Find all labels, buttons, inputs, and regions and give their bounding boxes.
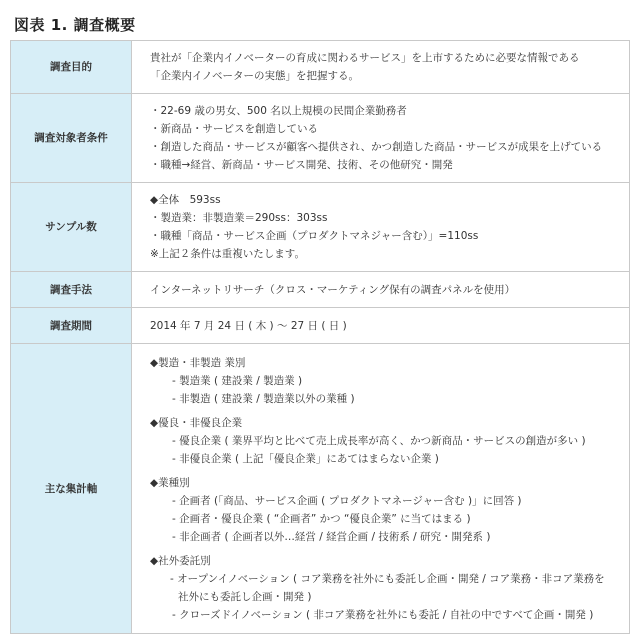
text-line: 貴社が「企業内イノベーターの育成に関わるサービス」を上市するために必要な情報である [150, 52, 580, 64]
row-value [132, 41, 630, 94]
text-line: ※上記２条件は重複いたします。 [150, 248, 305, 260]
row-label: 主な集計軸 [11, 344, 132, 634]
axis-group-heading: ◆社外委託別 [150, 554, 211, 567]
axis-item: - 企画者・優良企業 ( “企画者” かつ “優良企業” に当てはまる ) [172, 512, 471, 525]
table-row-target-conditions [11, 94, 630, 183]
table-row-sample-size [11, 183, 630, 272]
figure-title: 図表 1. 調査概要 [14, 16, 136, 34]
axis-group-heading: ◆製造・非製造 業別 [150, 356, 246, 369]
text-line: ・22-69 歳の男女、500 名以上規模の民間企業勤務者 [150, 105, 407, 117]
table-row-main-axes [11, 344, 630, 634]
row-value [132, 94, 630, 183]
row-value [132, 272, 630, 308]
survey-overview-table [10, 40, 630, 634]
axis-item: - 非優良企業 ( 上記「優良企業」にあてはまらない企業 ) [172, 452, 439, 465]
row-value [132, 183, 630, 272]
text-line: ・新商品・サービスを創造している [150, 123, 318, 135]
row-label: 調査目的 [11, 41, 132, 94]
row-label: サンプル数 [11, 183, 132, 272]
text-line: ・職種→経営、新商品・サービス開発、技術、その他研究・開発 [150, 159, 453, 171]
text-line: ・製造業：非製造業＝290ss：303ss [150, 212, 328, 224]
axis-item: - 非企画者 ( 企画者以外…経営 / 経営企画 / 技術系 / 研究・開発系 ) [172, 530, 491, 543]
axis-item: - 優良企業 ( 業界平均と比べて売上成長率が高く、かつ新商品・サービスの創造が多い ) [172, 434, 586, 447]
text-line: ・職種「商品・サービス企画（プロダクトマネジャー含む）」=110ss [150, 230, 479, 242]
axis-group-heading: ◆優良・非優良企業 [150, 416, 243, 429]
axis-item: - オープンイノベーション ( コア業務を社外にも委託し企画・開発 / コア業務・非コア業務を [170, 572, 605, 585]
text-line: ◆全体 593ss [150, 194, 221, 206]
row-label: 調査期間 [11, 308, 132, 344]
axis-item: - 非製造 ( 建設業 / 製造業以外の業種 ) [172, 392, 355, 405]
axis-item: - 製造業 ( 建設業 / 製造業 ) [172, 374, 303, 387]
text-line: インターネットリサーチ（クロス・マーケティング保有の調査パネルを使用） [150, 283, 516, 296]
text-line: 2014 年 7 月 24 日 ( 木 ) ～ 27 日 ( 日 ) [150, 319, 347, 332]
row-value [132, 308, 630, 344]
table-row-purpose [11, 41, 630, 94]
axis-item: - クローズドイノベーション ( 非コア業務を社外にも委託 / 自社の中ですべて企画・開発 ) [172, 608, 594, 621]
text-line: ・創造した商品・サービスが顧客へ提供され、かつ創造した商品・サービスが成果を上げている [150, 141, 603, 153]
table-row-period [11, 308, 630, 344]
row-label: 調査対象者条件 [11, 94, 132, 183]
table-row-method [11, 272, 630, 308]
axis-group-heading: ◆業種別 [150, 476, 190, 489]
axis-item: 社外にも委託し企画・開発 ) [178, 590, 312, 603]
row-value [132, 344, 630, 634]
text-line: 「企業内イノベーターの実態」を把握する。 [150, 70, 359, 82]
row-label: 調査手法 [11, 272, 132, 308]
axis-item: - 企画者 (「商品、サービス企画 ( プロダクトマネージャー含む )」に回答 ) [172, 494, 522, 507]
